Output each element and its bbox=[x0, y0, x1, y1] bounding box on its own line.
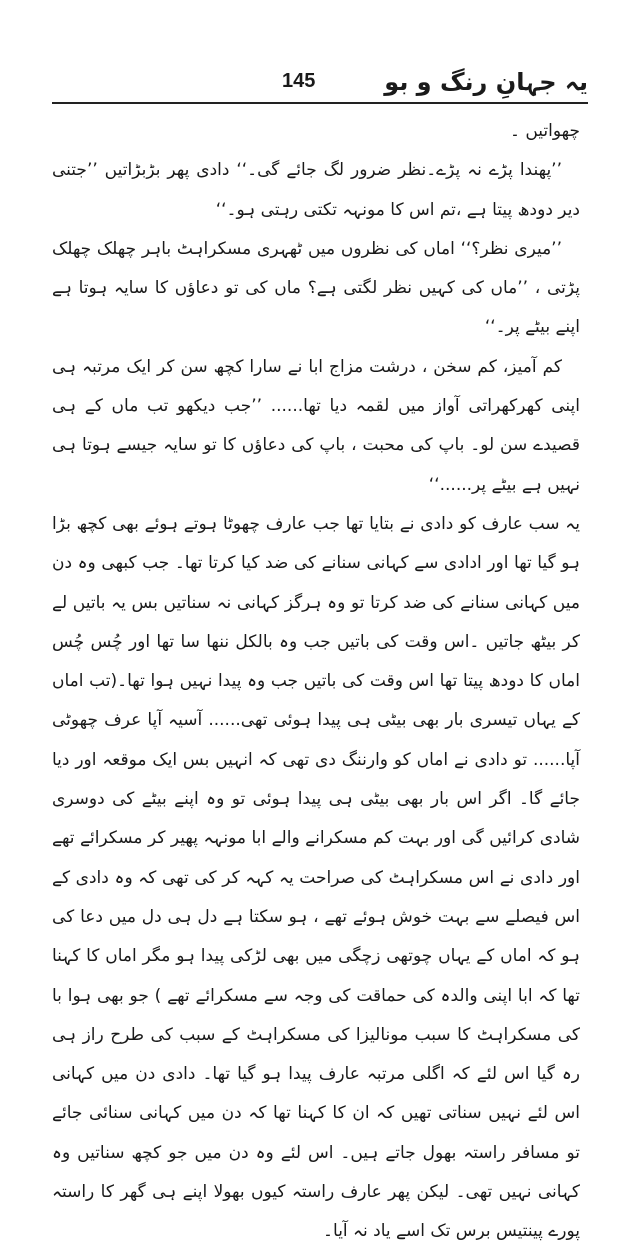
paragraph: ’’میری نظر؟‘‘ اماں کی نظروں میں ٹھہری مسکراہٹ باہر چھلک چھلک پڑتی ، ’’ماں کی کہیں نظر لگتی ہے؟ ماں کی تو دعاؤں کا سایہ ہوتا ہے اپنے بیٹے پر۔‘‘ bbox=[52, 238, 580, 338]
paragraph: چھواتیں ۔ bbox=[509, 121, 580, 141]
paragraph: یہ سب عارف کو دادی نے بتایا تھا جب عارف چھوٹا ہوتے ہوئے بھی کچھ بڑا ہو گیا تھا اور ادادی سے کہانی سنانے کی ضد کیا کرتا تھا۔ جب کبھی وہ دن میں کہانی سنانے کی ضد کرتا تو وہ ہرگز کہانی نہ سناتیں بس یہ باتیں لے کر بیٹھ جاتیں ۔اس وقت کی باتیں جب وہ بالکل ننھا سا تھا اور چُس چُس اماں کا دودھ پیتا تھا اس وقت کی باتیں جب وہ پیدا نہیں ہوا تھا۔(تب اماں کے یہاں تیسری بار بھی بیٹی ہی پیدا ہوئی تھی...... آسیہ آپا عرف چھوٹی آپا...... تو دادی نے اماں کو وارننگ دی تھی کہ انہیں بس ایک موقعہ اور دیا جائے گا۔ اگر اس بار بھی بیٹی ہی پیدا ہوئی تو وہ اپنے بیٹے کی دوسری شادی کرائیں گی اور بہت کم مسکرانے والے ابا مونہہ پھیر کر مسکرائے تھے اور دادی نے اس مسکراہٹ کی صراحت یہ کہہ کر کی تھی کہ وہ دادی کے اس فیصلے سے بہت خوش ہوئے تھے ، ہو سکتا ہے دل ہی دل میں دعا کی ہو کہ اماں کے یہاں چوتھی زچگی میں بھی لڑکی پیدا ہو مگر اماں کا کہنا تھا کہ ابا اپنی والدہ کی حماقت کی وجہ سے مسکرائے تھے ) جو بھی ہوا با کی مسکراہٹ کا سبب مونالیزا کی مسکراہٹ کے سبب کی طرح راز ہی رہ گیا اس لئے کہ اگلی مرتبہ عارف پیدا ہو گیا تھا۔ دادی دن میں کہانی اس لئے نہیں سناتی تھیں کہ ان کا کہنا تھا کہ دن میں کہانی سنائی جائے تو مسافر راستہ بھول جاتے ہیں۔ اس لئے وہ دن میں جو کچھ سناتیں وہ کہانی نہیں تھی۔ لیکن پھر عارف راستہ کیوں بھولا اپنے ہی گھر کا راستہ پورے پینتیس برس تک اسے یاد نہ آیا۔ bbox=[52, 513, 580, 1242]
header-divider bbox=[52, 102, 588, 104]
paragraph: ’’پھندا پڑے نہ پڑے۔نظر ضرور لگ جائے گی۔‘‘ دادی پھر بڑبڑاتیں ’’جتنی دیر دودھ پیتا ہے ،تم اس کا مونہہ تکتی رہتی ہو۔‘‘ bbox=[52, 160, 580, 220]
book-title: یہ جہانِ رنگ و بو bbox=[384, 68, 588, 96]
page-body bbox=[52, 112, 580, 1242]
paragraph: کم آمیز، کم سخن ، درشت مزاج ابا نے سارا کچھ سن کر ایک مرتبہ ہی اپنی کھرکھراتی آواز میں لقمہ دیا تھا...... ’’جب دیکھو تب ماں کے ہی قصیدے سن لو۔ باپ کی محبت ، باپ کی دعاؤں کا تو سایہ جیسے ہوتا ہی نہیں ہے بیٹے پر......‘‘ bbox=[52, 356, 580, 495]
page-header bbox=[52, 66, 588, 100]
page-number: 145 bbox=[282, 70, 316, 92]
